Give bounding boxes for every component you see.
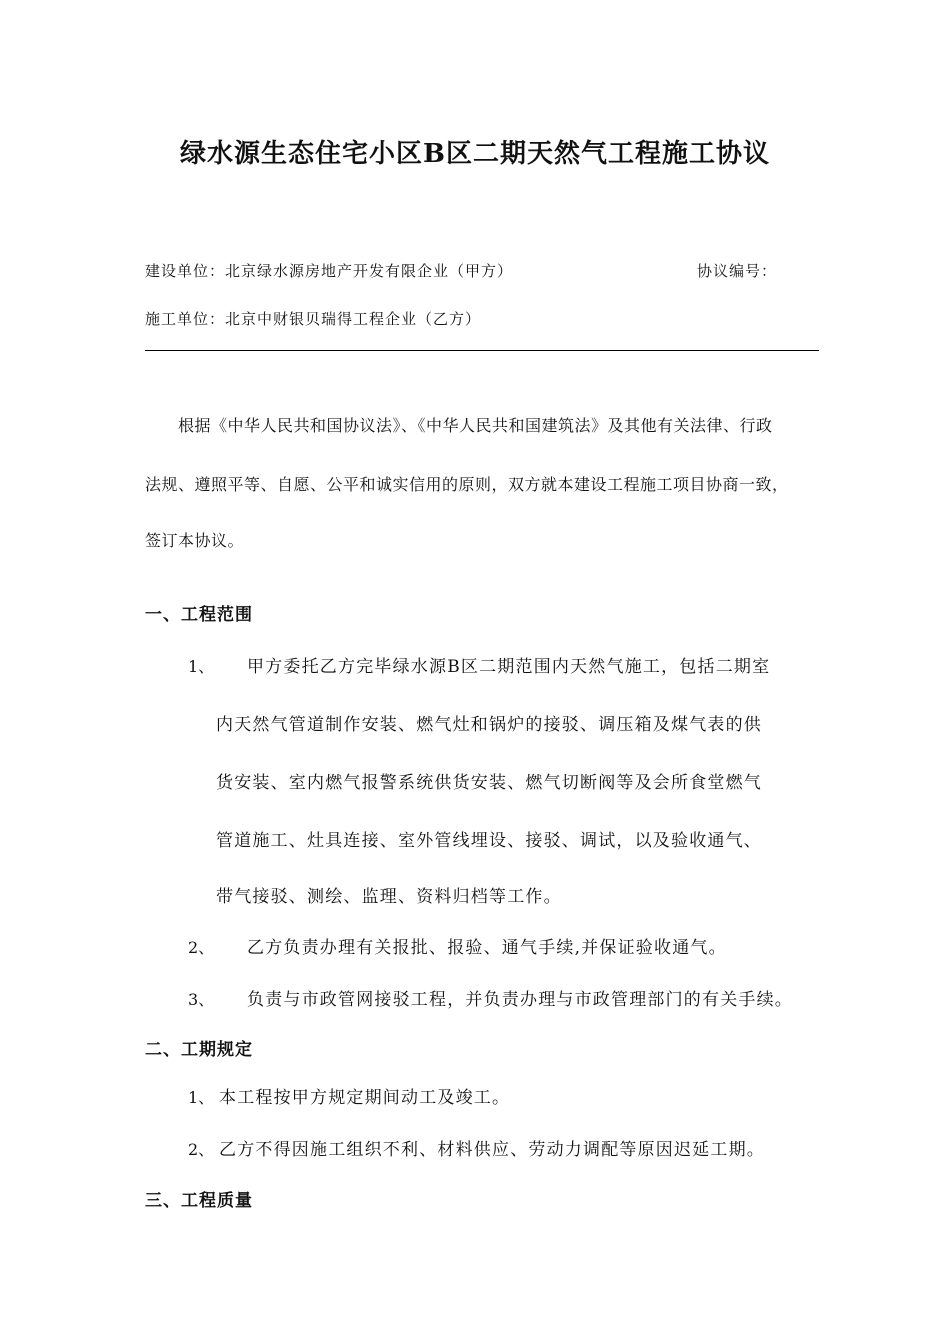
section-heading: 二、工期规定 [145,1040,253,1060]
header-divider [145,350,819,351]
item-line: 货安装、室内燃气报警系统供货安装、燃气切断阀等及会所食堂燃气 [216,773,762,793]
item-line: 乙方负责办理有关报批、报验、通气手续,并保证验收通气。 [247,938,727,958]
item-line: 乙方不得因施工组织不利、材料供应、劳动力调配等原因迟延工期。 [219,1140,765,1160]
item-line: 负责与市政管网接驳工程，并负责办理与市政管理部门的有关手续。 [247,990,793,1010]
section-heading: 三、工程质量 [145,1191,253,1211]
contract-number-label: 协议编号： [697,262,778,280]
item-line: 管道施工、灶具连接、室外管线埋设、接驳、调试，以及验收通气、 [216,831,762,851]
preamble-line: 签订本协议。 [145,531,245,550]
item-line: 内天然气管道制作安装、燃气灶和锅炉的接驳、调压箱及煤气表的供 [216,715,762,735]
item-number: 2、 [188,1140,215,1159]
item-number: 1、 [188,1088,215,1107]
item-line: 本工程按甲方规定期间动工及竣工。 [219,1088,511,1108]
preamble-line: 根据《中华人民共和国协议法》、《中华人民共和国建筑法》及其他有关法律、行政 [178,416,773,435]
item-number: 2、 [188,938,215,957]
builder-unit: 建设单位：北京绿水源房地产开发有限企业（甲方） [145,262,514,280]
section-heading: 一、工程范围 [145,605,253,625]
item-number: 3、 [188,990,215,1009]
contractor-unit: 施工单位：北京中财银贝瑞得工程企业（乙方） [145,310,482,328]
item-number: 1、 [188,657,215,676]
preamble-line: 法规、遵照平等、自愿、公平和诚实信用的原则，双方就本建设工程施工项目协商一致， [145,475,789,494]
item-line: 带气接驳、测绘、监理、资料归档等工作。 [216,887,562,907]
item-line: 甲方委托乙方完毕绿水源B区二期范围内天然气施工，包括二期室 [247,657,771,677]
document-title: 绿水源生态住宅小区B区二期天然气工程施工协议 [180,139,770,169]
